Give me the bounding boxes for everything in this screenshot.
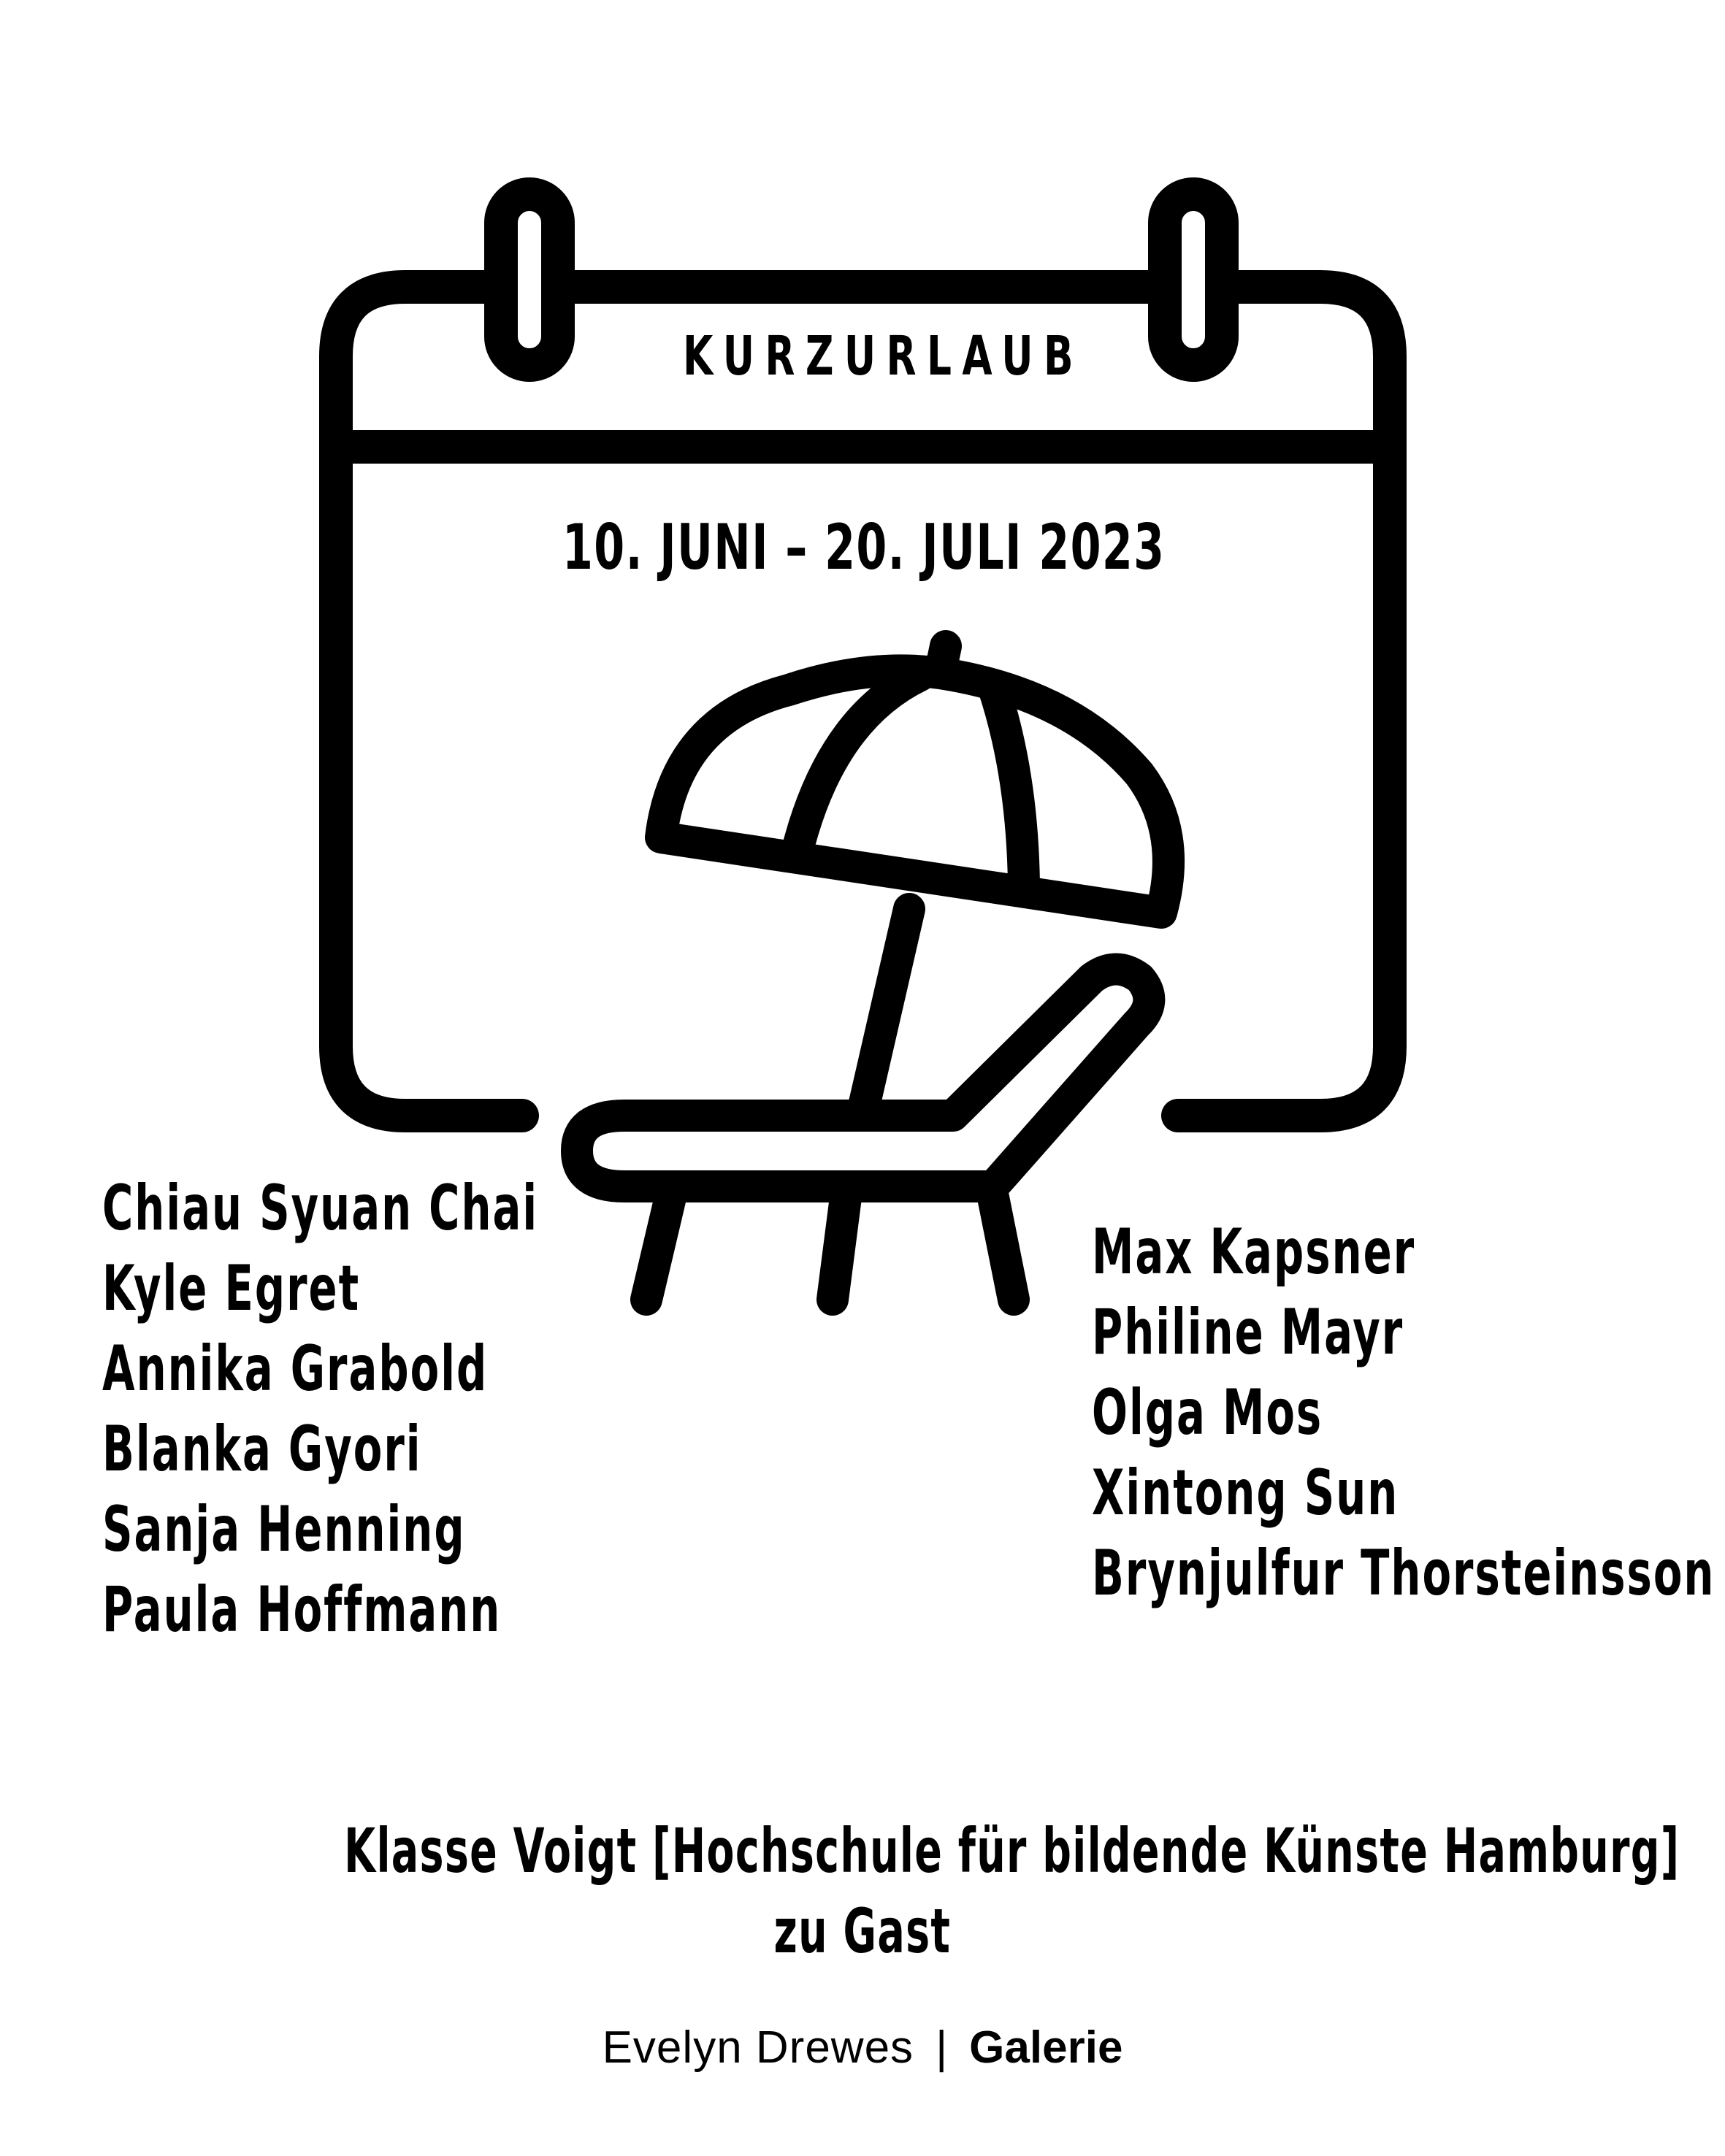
list-item <box>102 1570 753 1650</box>
list-item <box>1092 1292 1725 1373</box>
artist-name: Xintong Sun <box>1092 1457 1399 1530</box>
beach-umbrella-icon <box>661 646 1169 1116</box>
list-item <box>1092 1212 1725 1292</box>
host-line-1 <box>0 1811 1725 1891</box>
artist-name: Chiau Syuan Chai <box>102 1172 539 1245</box>
gallery-owner-name: Evelyn Drewes <box>602 2022 914 2073</box>
umbrella-rib-right <box>993 686 1024 885</box>
umbrella-pole <box>862 909 909 1116</box>
artist-name: Olga Mos <box>1092 1376 1323 1449</box>
artist-list-left <box>102 1168 753 1650</box>
artist-name: Paula Hoffmann <box>102 1573 502 1646</box>
artist-name: Sanja Henning <box>102 1493 466 1566</box>
host-line-2 <box>0 1891 1725 1971</box>
artist-name: Philine Mayr <box>1092 1296 1404 1369</box>
list-item <box>102 1489 753 1570</box>
calendar-title: KURZURLAUB <box>683 325 1084 388</box>
list-item <box>1092 1373 1725 1453</box>
footer-separator: | <box>936 2022 948 2073</box>
list-item <box>102 1248 753 1329</box>
artist-name: Kyle Egret <box>102 1252 361 1325</box>
list-item <box>102 1409 753 1489</box>
date-range: 10. JUNI – 20. JULI 2023 <box>562 511 1166 584</box>
host-institution: Klasse Voigt [Hochschule für bildende Künste Hamburg] <box>344 1815 1680 1887</box>
calendar-ring-left <box>501 194 558 365</box>
list-item <box>1092 1453 1725 1533</box>
artist-name: Brynjulfur Thorsteinsson <box>1092 1537 1716 1610</box>
host-guest-label: zu Gast <box>773 1895 952 1967</box>
artist-name: Max Kapsner <box>1092 1216 1416 1289</box>
artist-name: Blanka Gyori <box>102 1413 422 1486</box>
lounger-leg-right <box>993 1197 1014 1300</box>
umbrella-canopy <box>661 670 1169 913</box>
list-item <box>102 1168 753 1248</box>
host-credit <box>0 1811 1725 1971</box>
lounger-leg-middle <box>833 1197 846 1300</box>
gallery-footer <box>0 2011 1725 2084</box>
artist-list-right <box>1092 1212 1725 1614</box>
gallery-label: Galerie <box>969 2022 1123 2073</box>
umbrella-rib-left <box>796 675 920 856</box>
list-item <box>1092 1533 1725 1614</box>
list-item <box>102 1329 753 1409</box>
artist-name: Annika Grabold <box>102 1332 489 1405</box>
calendar-ring-right <box>1165 194 1222 365</box>
